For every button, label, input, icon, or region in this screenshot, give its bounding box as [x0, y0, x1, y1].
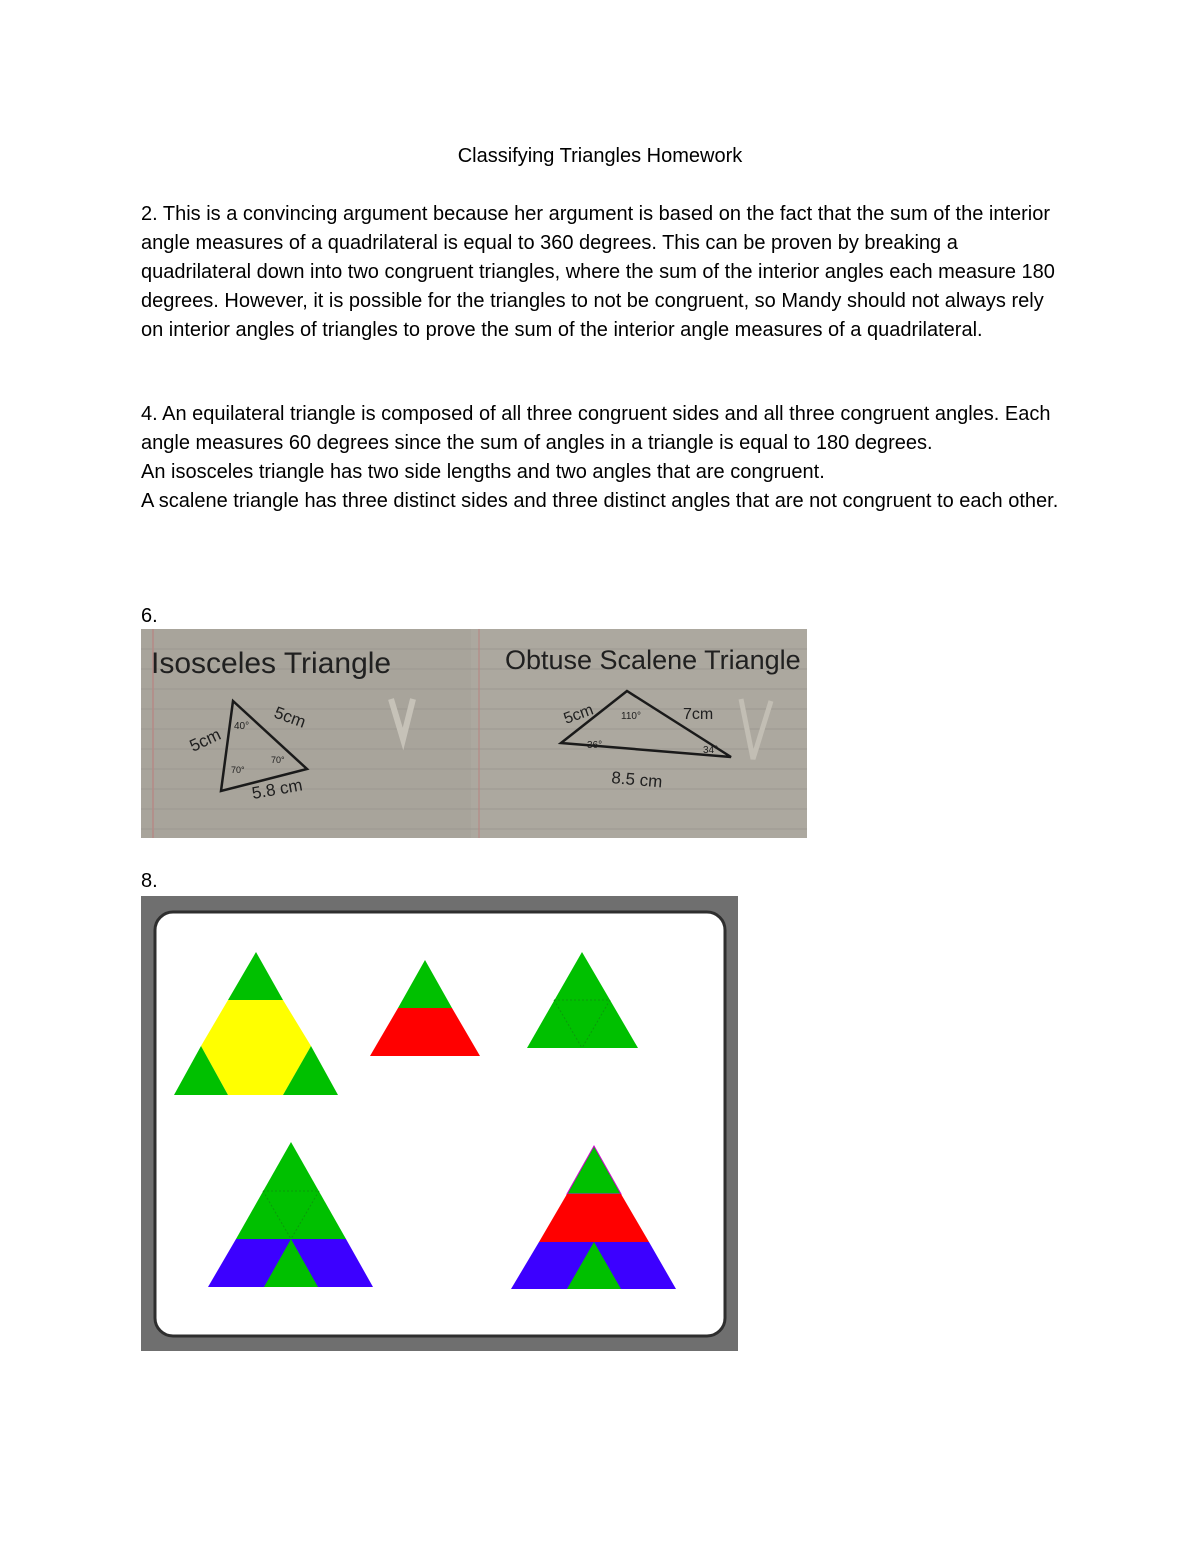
scalene-base: 8.5 cm: [610, 768, 664, 792]
scalene-side-b: 7cm: [683, 706, 714, 723]
question-6-label: 6.: [141, 605, 158, 627]
pattern-block-screenshot: [141, 896, 738, 1351]
answer-4-scalene: A scalene triangle has three distinct sides and three distinct angles that are not congruent to each other.: [141, 490, 1059, 512]
pattern-block-canvas: [141, 896, 738, 1351]
isosceles-top-angle: 40°: [234, 721, 250, 732]
scalene-top-angle: 110°: [621, 711, 641, 722]
answer-4-equilateral: 4. An equilateral triangle is composed of all three congruent sides and all three congruent angles. Each angle measures 60 degrees since the sum of angles in a triangle is equal to 180 degrees.: [141, 403, 1051, 454]
scalene-heading: Obtuse Scalene Triangle: [505, 645, 801, 675]
scalene-side-a: 5cm: [561, 701, 596, 728]
question-8-label: 8.: [141, 870, 158, 892]
answer-4: [141, 400, 1071, 516]
isosceles-side-b: 5cm: [271, 702, 309, 732]
isosceles-left-angle: 70°: [231, 765, 245, 775]
isosceles-heading: Isosceles Triangle: [151, 647, 392, 680]
answer-2-text: 2. This is a convincing argument because her argument is based on the fact that the sum of the interior angle measures of a quadrilateral is equal to 360 degrees. This can be proven by breaking a quadrilateral down into two congruent triangles, where the sum of the interior angles each measure 180 degrees. However, it is possible for the triangles to not be congruent, so Mandy should not always rely on interior angles of triangles to prove the sum of the interior angle measures of a quadrilateral.: [141, 203, 1055, 341]
answer-4-isosceles: An isosceles triangle has two side lengths and two angles that are congruent.: [141, 461, 825, 483]
isosceles-right-angle: 70°: [271, 755, 285, 765]
answer-2: [141, 200, 1071, 345]
isosceles-side-a: 5cm: [186, 724, 224, 756]
page-title: Classifying Triangles Homework: [457, 145, 743, 167]
scalene-left-angle: 36°: [587, 740, 603, 751]
triangle-sketch-photo: [141, 629, 807, 838]
isosceles-base: 5.8 cm: [250, 775, 304, 803]
scalene-right-angle: 34°: [703, 745, 719, 756]
sketch-drawing: [141, 629, 807, 838]
